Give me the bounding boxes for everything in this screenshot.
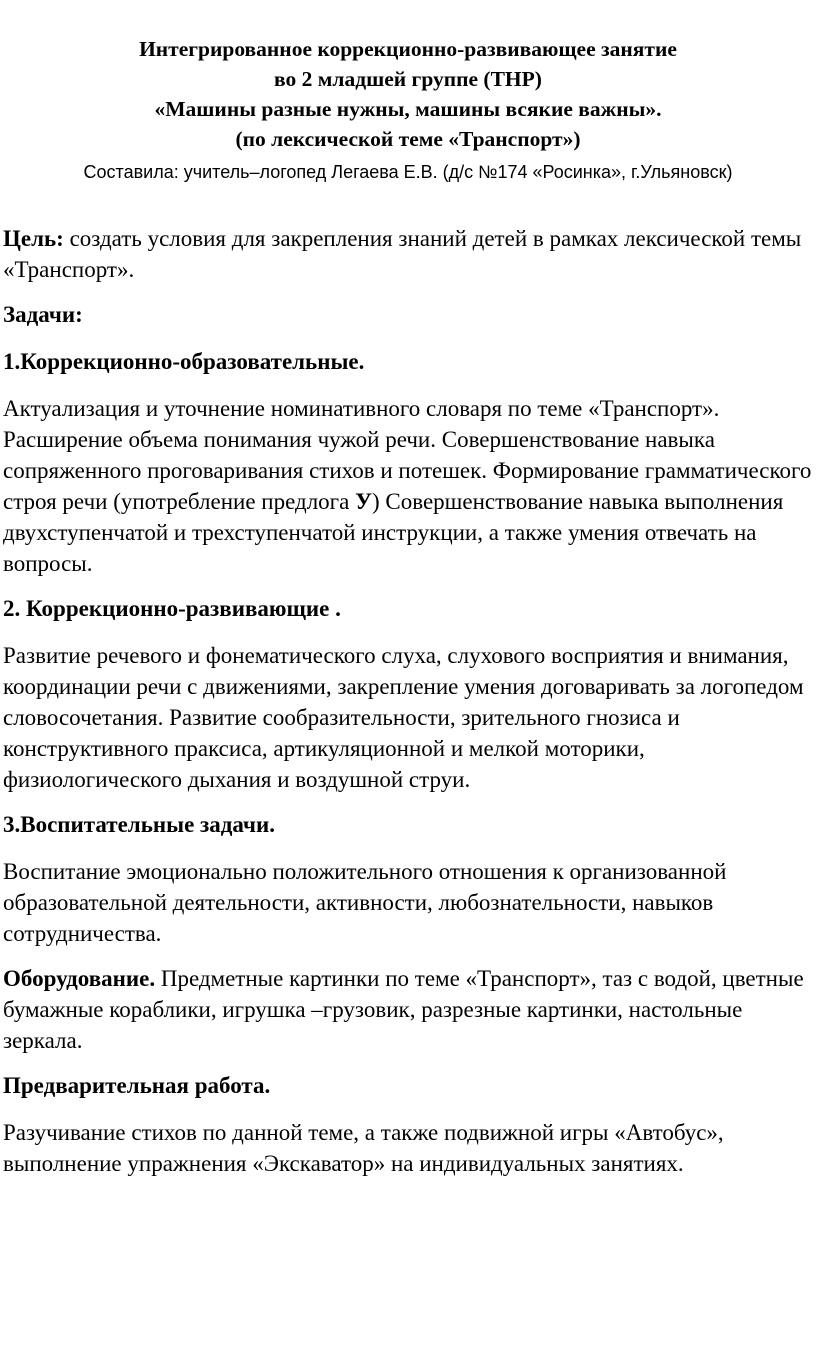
title-line-2: во 2 младшей группе (ТНР) [274,67,542,91]
tasks-heading: Задачи: [3,302,83,327]
goal-text: создать условия для закрепления знаний детей в рамках лексической темы «Транспорт». [3,226,802,282]
section3-paragraph: Воспитание эмоционально положительного отношения к организованной образовательной деятельности, активности, любознательности, навыков сотрудничества. [3,859,727,946]
document-header [0,34,816,185]
title-line-1: Интегрированное коррекционно-развивающее занятие [139,37,677,61]
goal-label: Цель: [3,226,64,251]
title-line-3: «Машины разные нужны, машины всякие важны». [154,97,662,121]
prep-paragraph: Разучивание стихов по данной теме, а также подвижной игры «Автобус», выполнение упражнения «Экскаватор» на индивидуальных занятиях. [3,1120,724,1176]
section1-text-a: Актуализация и уточнение номинативного словаря по теме «Транспорт». Расширение объема понимания чужой речи. Совершенствование навыка сопряженного проговаривания стихов и потешек. Формирование грамматического строя речи (употребление предлога [3,396,812,514]
equipment-text: Предметные картинки по теме «Транспорт», таз с водой, цветные бумажные кораблики, игрушка –грузовик, разрезные картинки, настольные зеркала. [3,966,804,1053]
author-line: Составила: учитель–логопед Легаева Е.В. (д/с №174 «Росинка», г.Ульяновск) [83,162,733,182]
section2-paragraph: Развитие речевого и фонематического слуха, слухового восприятия и внимания, координации речи с движениями, закрепление умения договаривать за логопедом словосочетания. Развитие сообразительности, зрительного гнозиса и конструктивного праксиса, артикуляционной и мелкой моторики, физиологического дыхания и воздушной струи. [3,643,804,792]
section3-heading: 3.Воспитательные задачи. [3,812,275,837]
equipment-paragraph [3,963,813,1056]
title-line-4: (по лексической теме «Транспорт») [235,127,581,151]
section1-heading: 1.Коррекционно-образовательные. [3,349,365,374]
prep-heading: Предварительная работа. [3,1073,271,1098]
goal-paragraph [3,223,813,285]
section1-paragraph [3,393,813,579]
equipment-label: Оборудование. [3,966,156,991]
section1-text-b: ) Совершенствование навыка выполнения двухступенчатой и трехступенчатой инструкции, а также умения отвечать на вопросы. [3,489,784,576]
document-body [3,223,813,1189]
section2-heading: 2. Коррекционно-развивающие . [3,596,341,621]
section1-text-bold: У [355,489,372,514]
